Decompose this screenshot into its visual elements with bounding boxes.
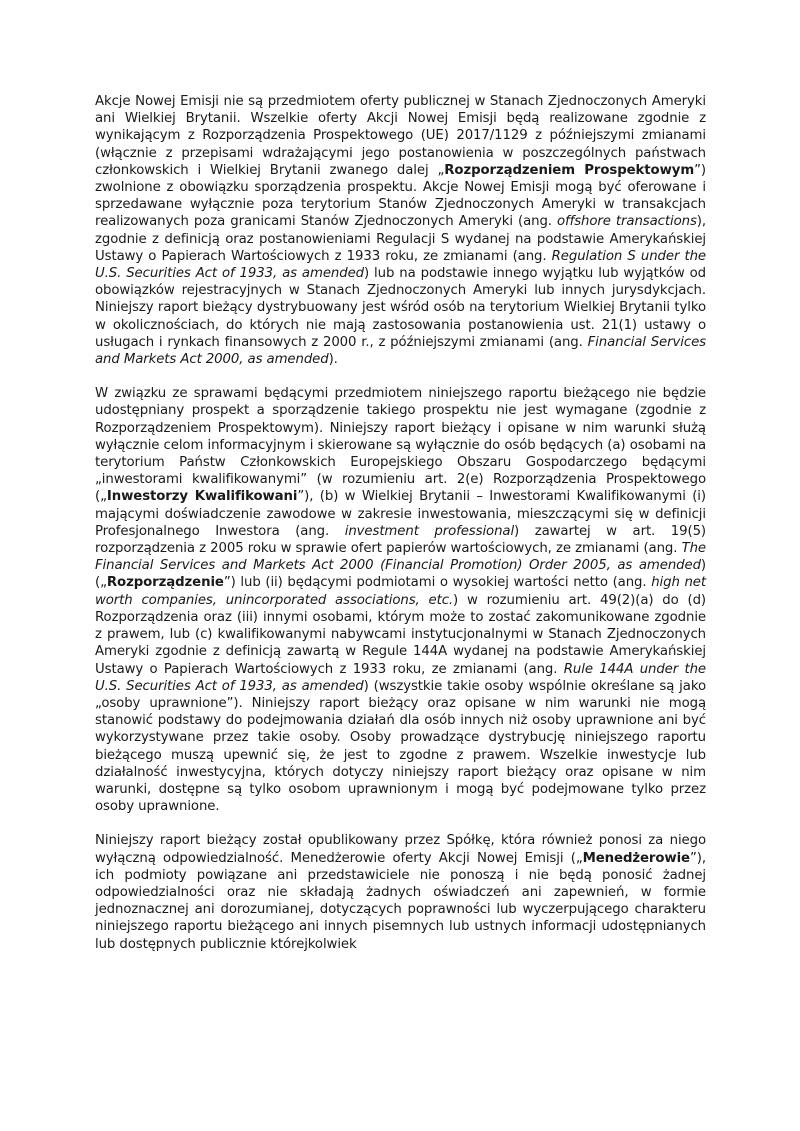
defined-term: Rozporządzeniem Prospektowym <box>444 162 695 178</box>
paragraph-managers-disclaimer <box>95 832 706 952</box>
text-span: ) zawartej w art. 19(5) rozporządzenia z 2005 roku w sprawie ofert papierów wartościowych, ze zmianami (ang. <box>95 523 707 557</box>
text-span: ) w rozumieniu art. 49(2)(a) do (d) Rozporządzenia oraz (iii) innymi osobami, którym może to zostać zakomunikowane zgodnie z prawem, lub (c) kwalifikowanymi nabywcami instytucjonalnymi w Stanach Zjednoczonych Ameryki zgodnie z definicją zawartą w Regule 144A wydanej na podstawie Amerykańskiej Ustawy o Papierach Wartościowych z 1933 roku, ze zmianami (ang. <box>95 592 706 677</box>
text-span: ) („ <box>95 558 706 591</box>
text-span: ”), (b) w Wielkiej Brytanii – Inwestorami Kwalifikowanymi (i) mającymi doświadczenie zawodowe w zakresie inwestowania, mieszczącymi się w definicji Profesjonalnego Inwestora (ang. <box>95 489 706 539</box>
foreign-term: Financial Services and Markets Act 2000, as amended <box>95 334 706 368</box>
text-span: ”) zwolnione z obowiązku sporządzenia prospektu. Akcje Nowej Emisji mogą być oferowane i sprzedawane wyłącznie poza terytorium Stanów Zjednoczonych Ameryki w transakcjach realizowanych poza granicami Stanów Zjednoczonych Ameryki (ang. <box>95 162 706 230</box>
paragraph-offering-restrictions <box>95 93 706 368</box>
foreign-term: offshore transactions <box>557 214 697 230</box>
text-span: ). <box>328 352 338 368</box>
foreign-term: high net worth companies, unincorporated associations, etc. <box>95 575 706 608</box>
defined-term: Rozporządzenie <box>106 575 224 591</box>
text-span: ”), ich podmioty powiązane ani przedstawiciele nie ponoszą i nie będą ponosić żadnej odpowiedzialności oraz nie składają żadnych oświadczeń ani zapewnień, w formie jednoznacznej ani dorozumianej, dotyczących poprawności lub wyczerpującego charakteru niniejszego raportu bieżącego ani innych pisemnych lub ustnych informacji udostępnianych lub dostępnych publicznie którejkolwiek <box>95 850 706 952</box>
text-span: Niniejszy raport bieżący został opublikowany przez Spółkę, która również ponosi za niego wyłączną odpowiedzialność. Menedżerowie oferty Akcji Nowej Emisji („ <box>95 833 706 866</box>
text-span: ), zgodnie z definicją oraz postanowieniami Regulacji S wydanej na podstawie Amerykańskiej Ustawy o Papierach Wartościowych z 1933 roku, ze zmianami (ang. <box>95 214 706 264</box>
text-span: W związku ze sprawami będącymi przedmiotem niniejszego raportu bieżącego nie będzie udostępniany prospekt a sporządzenie takiego prospektu nie jest wymagane (zgodnie z Rozporządzeniem Prospektowym). Niniejszy raport bieżący i opisane w nim warunki służą wyłącznie celom informacyjnym i skierowane są wyłącznie do osób będących (a) osobami na terytorium Państw Członkowskich Europejskiego Obszaru Gospodarczego będącymi „inwestorami kwalifikowanymi” (w rozumieniu art. 2(e) Rozporządzenia Prospektowego („ <box>95 386 706 505</box>
foreign-term: The Financial Services and Markets Act 2000 (Financial Promotion) Order 2005, as amended <box>95 541 706 574</box>
defined-term: Inwestorzy Kwalifikowani <box>106 489 298 505</box>
text-span: ”) lub (ii) będącymi podmiotami o wysokiej wartości netto (ang. <box>223 575 652 591</box>
document-page <box>95 93 706 970</box>
text-span: ) (wszystkie takie osoby wspólnie określane są jako „osoby uprawnione”). Niniejszy raport bieżący oraz opisane w nim warunki nie mogą stanowić podstawy do podejmowania działań dla osób innych niż osoby uprawnione ani być wykorzystywane przez takie osoby. Osoby prowadzące dystrybucję niniejszego raportu bieżącego muszą upewnić się, że jest to zgodne z prawem. Wszelkie inwestycje lub działalność inwestycyjna, których dotyczy niniejszy raport bieżący oraz opisane w nim warunki, dostępne są tylko osobom uprawnionym i mogą być podejmowane tylko przez osoby uprawnione. <box>95 678 706 815</box>
foreign-term: Regulation S under the U.S. Securities Act of 1933, as amended <box>95 248 706 282</box>
paragraph-qualified-investors <box>95 385 706 815</box>
defined-term: Menedżerowie <box>582 850 690 866</box>
text-span: ) lub na podstawie innego wyjątku lub wyjątków od obowiązków rejestracyjnych w Stanach Zjednoczonych Ameryki lub innych jurysdykcjach. Niniejszy raport bieżący dystrybuowany jest wśród osób na terytorium Wielkiej Brytanii tylko w okolicznościach, do których nie mają zastosowania postanowienia ust. 21(1) ustawy o usługach i rynkach finansowych z 2000 r., z późniejszymi zmianami (ang. <box>95 266 706 350</box>
text-span: Akcje Nowej Emisji nie są przedmiotem oferty publicznej w Stanach Zjednoczonych Ameryki ani Wielkiej Brytanii. Wszelkie oferty Akcji Nowej Emisji będą realizowane zgodnie z wynikającym z Rozporządzenia Prospektowego (UE) 2017/1129 z późniejszymi zmianami (włącznie z przepisami wdrażającymi jego postanowienia w poszczególnych państwach członkowskich i Wielkiej Brytanii zwanego dalej „ <box>95 94 706 178</box>
foreign-term: investment professional <box>344 523 515 539</box>
foreign-term: Rule 144A under the U.S. Securities Act of 1933, as amended <box>95 661 707 694</box>
